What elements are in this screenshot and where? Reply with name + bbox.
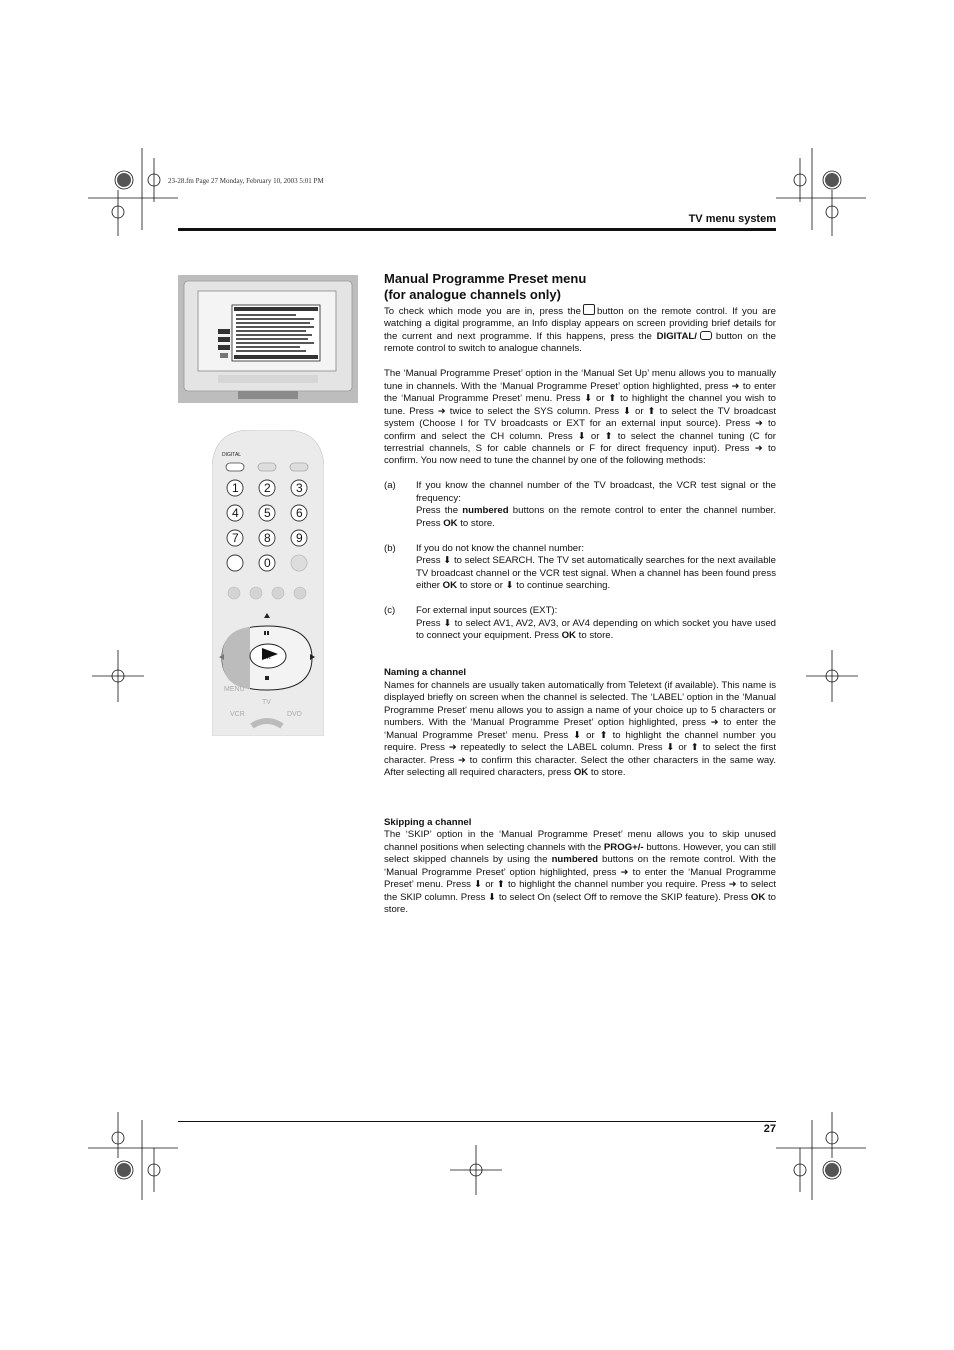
naming-text: Names for channels are usually taken automatically from Teletext (if available). This name is displayed briefly on screen when the channel is selected. The ‘LABEL’ option in the ‘Manual Programme Preset’ menu allows you to assign a name of your choice up to 5 characters or numbers. With the ‘Manual Programme Preset’ option highlighted, press ➜ to enter the ‘Manual Programme Preset’ menu. Press ⬇ or ⬆ to highlight the channel number you require. Press ➜ repeatedly to select the LABEL column. Press ⬇ or ⬆ to select the first character. Press ➜ to confirm this character. Select the other characters in the same way. After selecting all required characters, press	[384, 679, 776, 779]
remote-dvd-label: DVD	[287, 711, 302, 718]
method-c	[384, 605, 776, 642]
method-bold: OK	[561, 629, 576, 641]
tv-screen-illustration	[178, 275, 358, 403]
naming-text: to store.	[588, 767, 626, 779]
title-line-2: (for analogue channels only)	[384, 287, 561, 302]
method-text: Press ⬇ to select AV1, AV2, AV3, or AV4 depending on which socket you have used to connect your equipment. Press	[416, 617, 776, 641]
info-button-icon	[583, 304, 595, 315]
title-line-1: Manual Programme Preset menu	[384, 271, 587, 286]
naming-heading: Naming a channel	[384, 667, 467, 679]
remote-key-0: 0	[264, 556, 271, 570]
skipping-bold: numbered	[551, 854, 598, 866]
file-info: 23-28.fm Page 27 Monday, February 10, 2003 5:01 PM	[168, 177, 324, 185]
intro-text-b: button on the remote control. If you are watching a digital programme, an Info display appears on screen providing brief details for the current and next programme. If this happens, press the	[384, 306, 776, 342]
intro-text-d: button on the remote control to switch to analogue channels.	[384, 330, 777, 355]
remote-key-8: 8	[264, 531, 271, 545]
method-line1: If you do not know the channel number:	[416, 542, 584, 554]
header-rule	[178, 228, 776, 231]
method-line1: For external input sources (EXT):	[416, 605, 558, 617]
remote-key-5: 5	[264, 506, 271, 520]
digital-button-label: DIGITAL/	[656, 330, 697, 342]
skipping-text: to store.	[384, 891, 776, 916]
main-content	[384, 271, 776, 917]
method-bold: OK	[443, 517, 458, 529]
remote-key-6: 6	[296, 506, 303, 520]
remote-key-1: 1	[232, 481, 239, 495]
method-text: Press ⬇ to select SEARCH. The TV set automatically searches for the next available TV broadcast channel or the VCR test signal. When a channel has been found press either	[416, 555, 776, 592]
method-text: to store or ⬇ to continue searching.	[457, 580, 611, 592]
remote-menu-label: MENU	[224, 686, 245, 693]
remote-key-2: 2	[264, 481, 271, 495]
remote-tv-label: TV	[262, 699, 271, 706]
method-text: to store.	[457, 517, 495, 529]
tv-mode-button-icon	[700, 331, 712, 340]
method-b	[384, 543, 776, 593]
method-a	[384, 480, 776, 530]
method-label: (b)	[384, 542, 396, 554]
skipping-bold: OK	[750, 891, 766, 903]
section-title: TV menu system	[688, 213, 776, 225]
remote-key-9: 9	[296, 531, 303, 545]
method-text: Press the	[416, 505, 463, 517]
remote-ok-label: OK	[262, 655, 271, 661]
naming-paragraph	[384, 680, 776, 780]
method-label: (c)	[384, 605, 396, 617]
method-bold: numbered	[462, 505, 509, 517]
method-line1: If you know the channel number of the TV broadcast, the VCR test signal or the frequency:	[416, 480, 776, 504]
naming-bold: OK	[573, 767, 589, 779]
intro-text-a: To check which mode you are in, press the	[384, 306, 581, 317]
skipping-text: buttons. However, you can still select skipped channels by using the	[384, 841, 776, 866]
remote-key-3: 3	[296, 481, 303, 495]
skipping-heading: Skipping a channel	[384, 817, 472, 828]
remote-digital-label: DIGITAL	[222, 452, 242, 458]
skipping-bold: PROG+/-	[603, 841, 644, 853]
tuning-paragraph: The ‘Manual Programme Preset’ option in the ‘Manual Set Up’ menu allows you to manually tune in channels. With the ‘Manual Programme Preset’ option highlighted, press ➜ to enter the ‘Manual Programme Preset’ menu. Press ⬇ or ⬆ to highlight the channel you wish to tune. Press ➜ twice to select the SYS column. Press ⬇ or ⬆ to select the TV broadcast system (Choose I for TV broadcasts or EXT for an external input source). Press ➜ to confirm and select the CH column. Press ⬇ or ⬆ to select the channel tuning (C for terrestrial channels, S for cable channels or F for direct frequency input). Press ➜ to confirm. You now need to tune the channel by one of the following methods:	[384, 368, 776, 467]
footer-rule	[178, 1121, 776, 1122]
remote-key-4: 4	[232, 506, 239, 520]
method-text: to store.	[575, 629, 614, 641]
page-title	[384, 271, 776, 303]
skipping-text: The ‘SKIP’ option in the ‘Manual Programme Preset’ menu allows you to skip unused channel positions when selecting channels with the	[384, 829, 776, 853]
page-number: 27	[763, 1123, 776, 1135]
method-bold: OK	[442, 580, 458, 592]
remote-key-7: 7	[232, 531, 239, 545]
method-label: (a)	[384, 480, 396, 492]
intro-paragraph	[384, 304, 776, 356]
remote-vcr-label: VCR	[230, 711, 245, 718]
skipping-text: buttons on the remote control. With the ‘Manual Programme Preset’ option highlighted, press ➜ to enter the ‘Manual Programme Preset’ menu. Press ⬇ or ⬆ to highlight the channel number you require. Press ➜ to select the SKIP column. Press ⬇ to select On (select Off to remove the SKIP feature). Press	[384, 854, 776, 903]
skipping-paragraph	[384, 829, 776, 916]
method-text: buttons on the remote control to enter the channel number. Press	[416, 505, 776, 529]
